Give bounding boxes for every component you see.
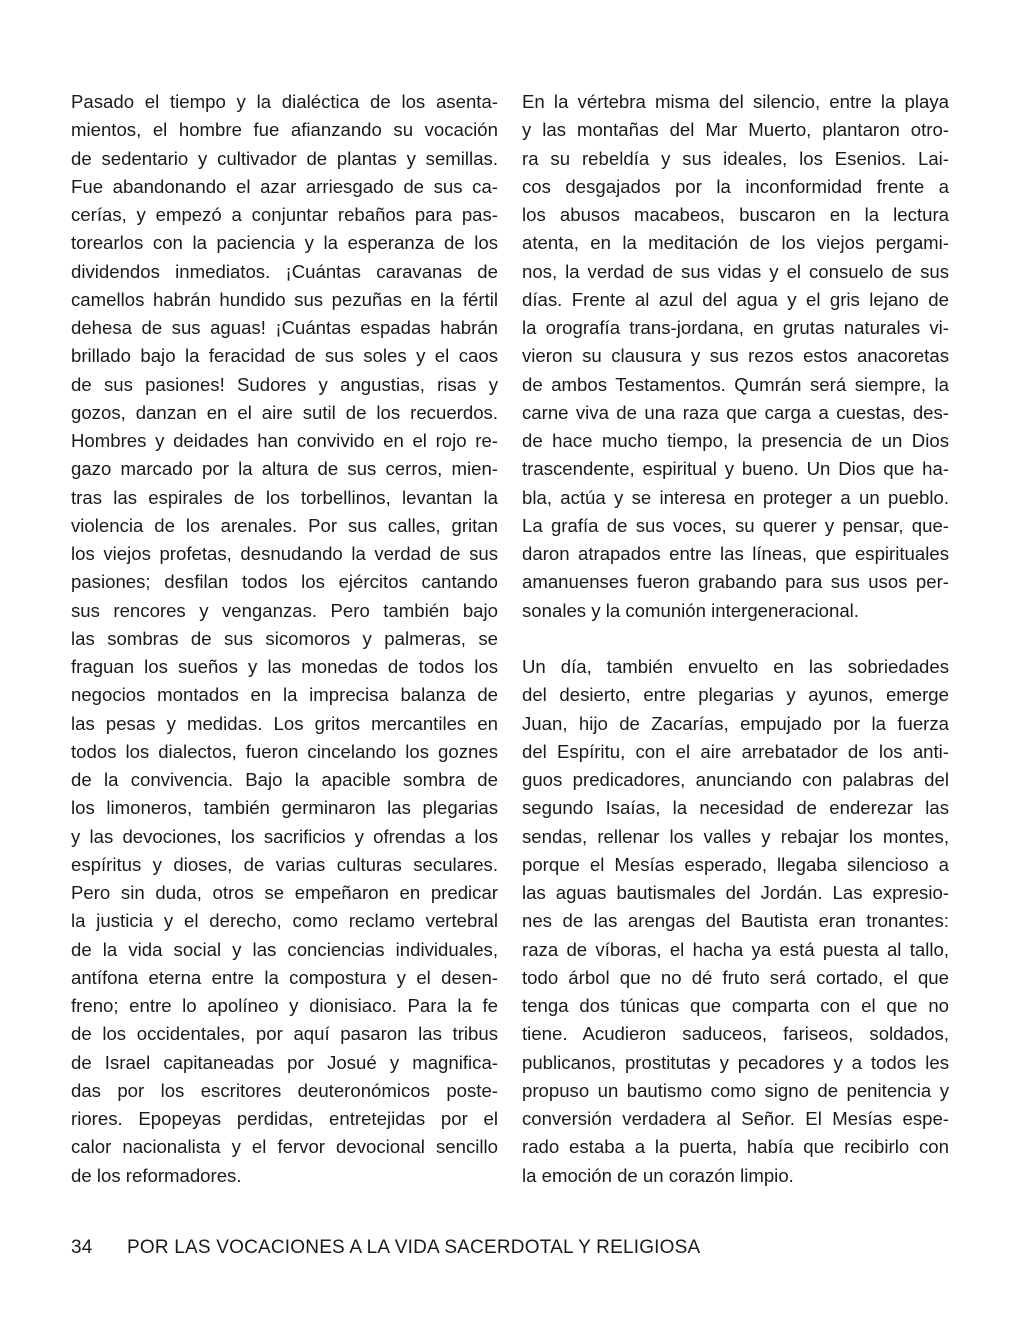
text-line: los limoneros, también germinaron las plegarias [71, 797, 498, 819]
text-line: de hace mucho tiempo, la presencia de un Dios [522, 430, 949, 451]
text-line: torearlos con la paciencia y la esperanza de los [71, 232, 498, 254]
text-line: sendas, rellenar los valles y rebajar los montes, [522, 825, 949, 847]
text-line: tiene. Acudieron saduceos, fariseos, soldados, [522, 1023, 949, 1045]
text-line: de sedentario y cultivador de plantas y semillas. [71, 147, 498, 169]
text-line: las sombras de sus sicomoros y palmeras, se [71, 627, 498, 649]
text-line: espíritus y dioses, de varias culturas seculares. [71, 853, 498, 875]
text-line: de sus pasiones! Sudores y angustias, risas y [71, 373, 498, 395]
text-line: de los occidentales, por aquí pasaron las tribus [71, 1023, 498, 1045]
text-line: del Espíritu, con el aire arrebatador de los anti- [522, 740, 949, 762]
text-line: la orografía trans-jordana, en grutas naturales vi- [522, 317, 949, 338]
text-line: antífona eterna entre la compostura y el desen- [71, 966, 498, 988]
text-line: sonales y la comunión intergeneracional. [522, 599, 859, 621]
text-line: fraguan los sueños y las monedas de todos los [71, 656, 498, 677]
page-number: 34 [71, 1237, 93, 1258]
text-line: las aguas bautismales del Jordán. Las expresio- [522, 882, 949, 903]
text-line: segundo Isaías, la necesidad de enderezar las [522, 797, 949, 819]
text-line: todo árbol que no dé fruto será cortado, el que [522, 966, 949, 988]
text-line: dividendos inmediatos. ¡Cuántas caravanas de [71, 260, 498, 282]
left-column [71, 88, 498, 1190]
text-line: y las devociones, los sacrificios y ofrendas a los [71, 825, 498, 847]
text-line: cerías, y empezó a conjuntar rebaños para pas- [71, 204, 498, 225]
text-line: Un día, también envuelto en las sobriedades [522, 656, 949, 677]
text-line: porque el Mesías esperado, llegaba silencioso a [522, 853, 949, 875]
text-line: de la vida social y las conciencias individuales, [71, 938, 498, 960]
running-title: POR LAS VOCACIONES A LA VIDA SACERDOTAL Y RELIGIOSA [127, 1237, 701, 1258]
text-line: Pero sin duda, otros se empeñaron en predicar [71, 882, 498, 903]
text-line: nes de las arengas del Bautista eran tronantes: [522, 910, 949, 932]
right-column [522, 88, 949, 1190]
text-line: tenga dos túnicas que comparta con el que no [522, 995, 949, 1016]
text-line: pasiones; desfilan todos los ejércitos cantando [71, 571, 498, 593]
text-line: gazo marcado por la altura de sus cerros, mien- [71, 458, 498, 480]
text-line: de la convivencia. Bajo la apacible sombra de [71, 769, 498, 790]
text-line: Pasado el tiempo y la dialéctica de los asenta- [71, 91, 498, 112]
text-line: mientos, el hombre fue afianzando su vocación [71, 119, 498, 141]
text-line: trascendente, espiritual y bueno. Un Dios que ha- [522, 458, 949, 480]
text-line: Fue abandonando el azar arriesgado de sus ca- [71, 175, 498, 197]
text-line: y las montañas del Mar Muerto, plantaron otro- [522, 119, 949, 141]
text-line: amanuenses fueron grabando para sus usos per- [522, 571, 949, 593]
text-line: Hombres y deidades han convivido en el rojo re- [71, 430, 498, 451]
text-line: la emoción de un corazón limpio. [522, 1164, 794, 1186]
text-line: carne viva de una raza que carga a cuestas, des- [522, 401, 949, 423]
text-line: propuso un bautismo como signo de penitencia y [522, 1079, 949, 1101]
paragraph [522, 88, 949, 625]
text-line: vieron su clausura y sus rezos estos anacoretas [522, 345, 949, 367]
text-line: días. Frente al azul del agua y el gris lejano de [522, 288, 949, 310]
text-line: daron atrapados entre las líneas, que espirituales [522, 543, 949, 564]
text-line: Juan, hijo de Zacarías, empujado por la fuerza [522, 712, 949, 734]
text-line: nos, la verdad de sus vidas y el consuelo de sus [522, 260, 949, 282]
text-line: bla, actúa y se interesa en proteger a un pueblo. [522, 486, 949, 508]
text-line: calor nacionalista y el fervor devocional sencillo [71, 1136, 498, 1158]
text-line: del desierto, entre plegarias y ayunos, emerge [522, 684, 949, 706]
text-line: negocios montados en la imprecisa balanza de [71, 684, 498, 706]
text-line: sus rencores y venganzas. Pero también bajo [71, 599, 498, 621]
paragraph-gap [522, 625, 949, 653]
paragraph [71, 88, 498, 1190]
text-line: de los reformadores. [71, 1164, 242, 1186]
text-line: dehesa de sus aguas! ¡Cuántas espadas habrán [71, 317, 498, 338]
text-line: las pesas y medidas. Los gritos mercantiles en [71, 712, 498, 734]
text-line: En la vértebra misma del silencio, entre la playa [522, 91, 949, 112]
page-footer [71, 1236, 700, 1260]
text-line: los abusos macabeos, buscaron en la lectura [522, 204, 949, 225]
text-line: conversión verdadera al Señor. El Mesías espe- [522, 1108, 949, 1129]
text-line: los viejos profetas, desnudando la verdad de sus [71, 543, 498, 564]
text-line: la justicia y el derecho, como reclamo vertebral [71, 910, 498, 932]
text-line: rado estaba a la puerta, había que recibirlo con [522, 1136, 949, 1158]
text-line: ra su rebeldía y sus ideales, los Esenios. Lai- [522, 147, 949, 169]
text-line: publicanos, prostitutas y pecadores y a todos les [522, 1051, 949, 1073]
text-line: atenta, en la meditación de los viejos pergami- [522, 232, 949, 254]
paragraph [522, 653, 949, 1190]
text-line: camellos habrán hundido sus pezuñas en la fértil [71, 288, 498, 310]
text-line: riores. Epopeyas perdidas, entretejidas por el [71, 1108, 498, 1129]
text-line: freno; entre lo apolíneo y dionisiaco. Para la fe [71, 995, 498, 1016]
text-line: gozos, danzan en el aire sutil de los recuerdos. [71, 401, 498, 423]
text-line: todos los dialectos, fueron cincelando los goznes [71, 740, 498, 762]
text-line: cos desgajados por la inconformidad frente a [522, 175, 949, 197]
text-line: tras las espirales de los torbellinos, levantan la [71, 486, 498, 508]
text-line: das por los escritores deuteronómicos poste- [71, 1079, 498, 1101]
text-line: de ambos Testamentos. Qumrán será siempre, la [522, 373, 949, 395]
text-line: raza de víboras, el hacha ya está puesta al tallo, [522, 938, 949, 960]
text-line: brillado bajo la feracidad de sus soles y el caos [71, 345, 498, 367]
text-line: guos predicadores, anunciando con palabras del [522, 769, 949, 790]
text-line: La grafía de sus voces, su querer y pensar, que- [522, 514, 949, 536]
text-line: violencia de los arenales. Por sus calles, gritan [71, 514, 498, 536]
text-line: de Israel capitaneadas por Josué y magnifica- [71, 1051, 498, 1073]
